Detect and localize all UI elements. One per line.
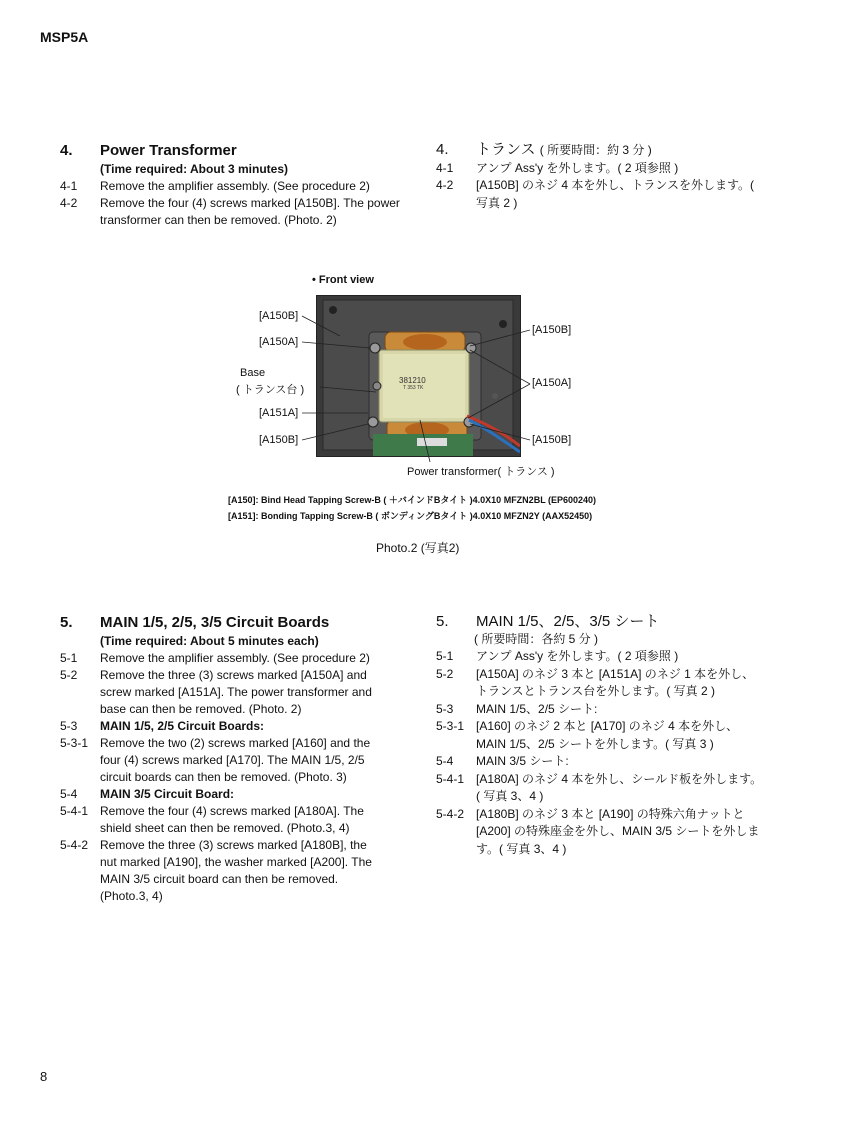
step-text: [A160] のネジ 2 本と [A170] のネジ 4 本を外し、MAIN 1/5、2/5 シートを外します。( 写真 3 ) — [476, 719, 739, 751]
screw-note-a150: [A150]: Bind Head Tapping Screw-B ( ＋バインドBタイト )4.0X10 MFZN2BL (EP600240) — [228, 495, 597, 505]
step — [436, 806, 766, 859]
step-number: 5-4-1 — [60, 804, 89, 818]
section5-jp — [436, 613, 766, 858]
step-number: 5-4 — [60, 787, 78, 801]
time-required: ( 所要時間：各約 5 分 ) — [474, 631, 599, 646]
section-title: トランス ( 所要時間：約 3 分 ) — [476, 141, 652, 158]
time-required: (Time required: About 3 minutes) — [100, 162, 289, 176]
section-title: MAIN 1/5, 2/5, 3/5 Circuit Boards — [100, 614, 330, 631]
label-a150a-right: [A150A] — [532, 377, 572, 389]
step-number: 5-4-1 — [436, 771, 465, 786]
step-number: 5-2 — [60, 668, 78, 682]
section-number: 5. — [436, 613, 449, 630]
step — [436, 666, 766, 701]
step-text: Remove the four (4) screws marked [A150B]. The power transformer can then be removed. (Photo. 2) — [100, 196, 400, 227]
step-text: アンプ Ass'y を外します。( 2 項参照 ) — [476, 160, 679, 175]
step-text: MAIN 3/5 Circuit Board: — [100, 787, 235, 801]
label-base: Base — [240, 367, 266, 379]
section-number: 4. — [436, 141, 449, 158]
step-text: Remove the three (3) screws marked [A180B], the nut marked [A190], the washer marked [A200]. The MAIN 3/5 circuit board can then be removed. (Photo.3, 4) — [100, 838, 372, 903]
step-number: 5-3-1 — [436, 719, 465, 733]
label-a150b-bottom-right: [A150B] — [532, 434, 572, 446]
step-text: Remove the four (4) screws marked [A180A]. The shield sheet can then be removed. (Photo.3, 4) — [100, 804, 364, 835]
step-number: 5-4 — [436, 754, 454, 768]
transformer-marking-2: T 353 TK — [403, 385, 424, 391]
step-number: 5-4-2 — [436, 806, 465, 821]
section-number: 5. — [60, 614, 73, 631]
step-number: 5-3 — [436, 701, 454, 716]
model-header: MSP5A — [40, 29, 89, 45]
label-a151a: [A151A] — [259, 407, 299, 419]
step-text: アンプ Ass'y を外します。( 2 項参照 ) — [476, 649, 679, 663]
step-number: 4-2 — [60, 196, 78, 210]
step — [436, 701, 766, 719]
step-number: 5-1 — [60, 651, 78, 665]
step-text: [A150B] のネジ 4 本を外し、トランスを外します。( 写真 2 ) — [476, 178, 755, 210]
step-text: [A180B] のネジ 3 本と [A190] の特殊六角ナットと [A200] の特殊座金を外し、MAIN 3/5 シートを外します。( 写真 3、4 ) — [476, 806, 760, 856]
step-number: 4-1 — [60, 179, 78, 193]
label-a150a-left: [A150A] — [259, 336, 299, 348]
label-power-transformer: Power transformer( トランス ) — [407, 466, 555, 478]
section5-en-heading — [60, 613, 385, 633]
step — [436, 753, 766, 771]
label-a150b-top-left: [A150B] — [259, 310, 299, 322]
step — [60, 667, 385, 718]
step-text: MAIN 3/5 シート: — [476, 754, 569, 768]
section-title: MAIN 1/5、2/5、3/5 シート — [476, 613, 660, 630]
time-required: (Time required: About 5 minutes each) — [100, 634, 319, 648]
front-view-label: • Front view — [312, 274, 374, 286]
step-number: 5-2 — [436, 666, 454, 681]
step — [60, 718, 385, 735]
step-text: MAIN 1/5, 2/5 Circuit Boards: — [100, 719, 265, 733]
step — [60, 786, 385, 803]
step-text: [A150A] のネジ 3 本と [A151A] のネジ 1 本を外し、トランスとトランス台を外します。( 写真 2 ) — [476, 666, 755, 698]
section5-jp-heading — [436, 613, 766, 631]
section-title: Power Transformer — [100, 142, 237, 159]
step — [436, 771, 766, 806]
photo-caption: Photo.2 (写真2) — [376, 541, 460, 555]
page-number: 8 — [40, 1069, 48, 1084]
section5-en — [60, 613, 385, 905]
step — [60, 803, 385, 837]
step — [60, 650, 385, 667]
label-base-jp: ( トランス台 ) — [236, 384, 305, 396]
step — [60, 735, 385, 786]
step-text: Remove the amplifier assembly. (See procedure 2) — [100, 651, 370, 665]
step-number: 5-3 — [60, 719, 78, 733]
step-number: 5-4-2 — [60, 838, 89, 852]
step-text: Remove the three (3) screws marked [A150A] and screw marked [A151A]. The power transformer and base can then be removed. (Photo. 2) — [100, 668, 372, 716]
step-text: [A180A] のネジ 4 本を外し、シールド板を外します。( 写真 3、4 ) — [476, 771, 763, 803]
section-number: 4. — [60, 142, 73, 159]
step-number: 4-1 — [436, 160, 454, 175]
screw-note-a151: [A151]: Bonding Tapping Screw-B ( ボンディングBタイト )4.0X10 MFZN2Y (AAX52450) — [228, 511, 593, 521]
label-a150b-bottom-left: [A150B] — [259, 434, 299, 446]
step — [436, 648, 766, 666]
label-a150b-top-right: [A150B] — [532, 324, 572, 336]
step-text: MAIN 1/5、2/5 シート: — [476, 701, 598, 716]
step-text: Remove the two (2) screws marked [A160] and the four (4) screws marked [A170]. The MAIN 1/5, 2/5 circuit boards can then be removed. (Photo. 3) — [100, 736, 371, 784]
step-number: 4-2 — [436, 178, 454, 192]
step-number: 5-1 — [436, 649, 454, 663]
transformer-marking: 381210 — [399, 376, 426, 385]
step-text: Remove the amplifier assembly. (See procedure 2) — [100, 179, 370, 193]
step — [60, 837, 385, 905]
step-number: 5-3-1 — [60, 736, 89, 750]
step — [436, 718, 766, 753]
